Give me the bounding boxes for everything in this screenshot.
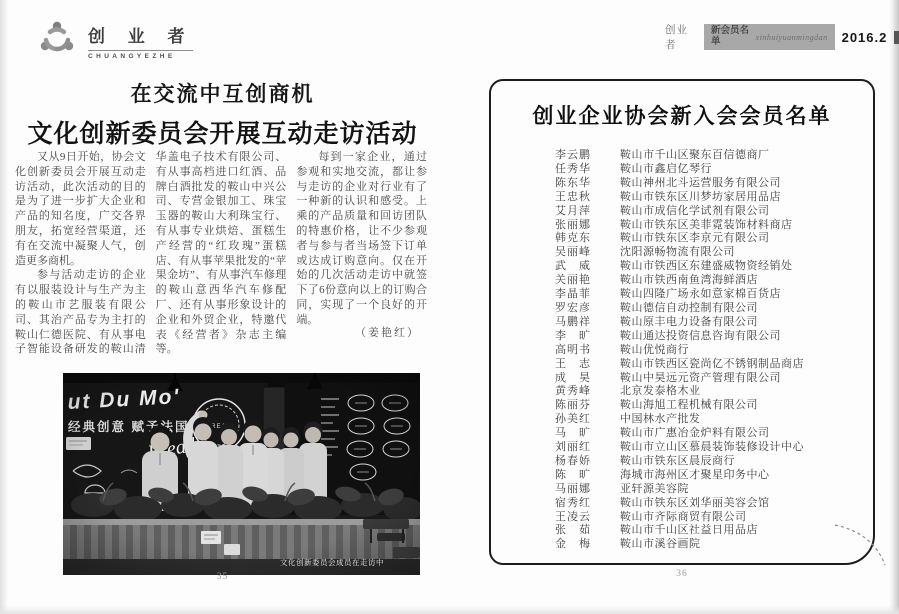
member-name: 陈 旷 xyxy=(555,468,591,481)
member-row xyxy=(555,205,865,219)
member-company: 中国林水产批发 xyxy=(620,413,701,426)
member-name: 陈丽芬 xyxy=(555,399,591,412)
member-company: 鞍山市铁东区美菲霓装饰材料商店 xyxy=(620,218,793,231)
header-section-pinyin: xinhuiyuanmingdan xyxy=(755,32,828,42)
member-name: 张 茹 xyxy=(555,524,591,537)
member-row xyxy=(555,358,865,372)
member-company: 鞍山通达投资信息咨询有限公司 xyxy=(620,329,781,342)
member-company: 亚轩源美容院 xyxy=(620,482,689,495)
member-name: 王凌云 xyxy=(555,510,591,523)
member-list-box xyxy=(489,79,875,565)
member-row xyxy=(555,191,865,205)
member-row xyxy=(555,497,865,511)
member-company: 鞍山原丰电力设备有限公司 xyxy=(620,315,758,328)
member-company: 鞍山市铁东区晨辰商行 xyxy=(620,454,735,467)
member-company: 鞍山海旭工程机械有限公司 xyxy=(620,399,758,412)
member-row xyxy=(555,455,865,469)
member-name: 关丽艳 xyxy=(555,274,591,287)
header-section-tag xyxy=(704,24,835,50)
member-name: 李云鹏 xyxy=(555,149,591,161)
member-name: 艾月萍 xyxy=(555,204,591,217)
member-name: 罗宏彦 xyxy=(555,301,591,314)
member-row xyxy=(555,163,865,177)
article-photo xyxy=(63,373,420,575)
member-name: 马丽娜 xyxy=(555,482,591,495)
running-header xyxy=(665,25,899,51)
magazine-title-pinyin: CHUANGYEZHE xyxy=(88,50,193,60)
member-company: 鞍山市广惠冶金炉料有限公司 xyxy=(620,427,770,440)
member-company: 鞍山市铁东区李京元有限公司 xyxy=(620,232,770,245)
member-row xyxy=(555,316,865,330)
member-row xyxy=(555,399,865,413)
member-name: 高明书 xyxy=(555,343,591,356)
member-row xyxy=(555,538,865,552)
member-company: 鞍山市铁西区瓷尚亿不锈钢制品商店 xyxy=(620,357,804,370)
member-company: 鞍山市齐际商贸有限公司 xyxy=(620,510,747,523)
member-row xyxy=(555,246,865,260)
member-row xyxy=(555,483,865,497)
header-section-name: 新会员名单 xyxy=(711,26,750,47)
scan-edge-left xyxy=(0,0,8,614)
member-company: 鞍山四隆广场永如意家棉百货店 xyxy=(620,288,781,301)
masthead xyxy=(36,16,193,60)
member-row xyxy=(555,177,865,191)
member-name: 王忠秋 xyxy=(555,190,591,203)
member-row xyxy=(555,511,865,525)
member-name: 马鹏祥 xyxy=(555,315,591,328)
member-row xyxy=(555,232,865,246)
member-company: 鞍山市铁西南鱼湾海鲜酒店 xyxy=(620,274,758,287)
scan-edge-bottom xyxy=(0,606,899,614)
member-company: 鞍山神州北斗运营服务有限公司 xyxy=(620,176,781,189)
member-name: 李晶菲 xyxy=(555,288,591,301)
article-paragraph: 参与活动走访的企业有以服装设计与生产为主的鞍山市艺服装有限公司、其治产品专为主打的鞍山仁德医院、有从事电子智能设备研发的鞍山清华盖电子技术有限公司、有从事高档进口红酒、品牌白酒批发的鞍山中兴公司、专营金银加工、珠宝玉器的鞍山大利珠宝行、有从事专业烘焙、蛋糕生产经营的“红玫瑰”蛋糕店、有从事苹果批发的“苹果金坊”、有从事汽车修理的鞍山意西华汽车修配厂、还有从事形象设计的企业和外贸企业，特邀代表《经营者》杂志主编等。 xyxy=(15,151,287,356)
member-row xyxy=(555,219,865,233)
article-subtitle: 在交流中互创商机 xyxy=(130,83,315,106)
page-number-left: 35 xyxy=(216,572,229,582)
member-company: 鞍山市铁东区刘华丽美容会馆 xyxy=(620,496,770,509)
photo-caption: 文化创新委员会成员在走访中 xyxy=(280,558,384,567)
member-company: 鞍山优悦商行 xyxy=(620,343,689,356)
member-row xyxy=(555,260,865,274)
member-row xyxy=(555,427,865,441)
member-company: 鞍山市立山区慕晨装饰装修设计中心 xyxy=(620,441,804,454)
member-name: 马 旷 xyxy=(555,427,591,440)
member-row xyxy=(555,372,865,386)
page-number-right: 36 xyxy=(676,569,688,579)
member-row xyxy=(555,302,865,316)
member-name: 韩克东 xyxy=(555,232,591,245)
member-company: 鞍山中昊远元资产管理有限公司 xyxy=(620,371,781,384)
article-paragraph: 又从9日开始，协会文化创新委员会开展互动走访活动，此次活动的目的是为了进一步扩大企业和产品的知名度，广交各界朋友，拓宽经营渠道，还有在交流中凝聚人气，创造更多商机。 xyxy=(15,151,146,267)
member-company: 鞍山市鑫启亿琴行 xyxy=(620,162,712,175)
member-row xyxy=(555,330,865,344)
member-company: 鞍山市铁西区东建盛威物资经销处 xyxy=(620,260,793,273)
member-company: 鞍山市铁东区川梦坊家居用品店 xyxy=(620,190,781,203)
member-list xyxy=(555,149,865,552)
member-company: 鞍山德信自动控制有限公司 xyxy=(620,301,758,314)
member-name: 金 梅 xyxy=(555,538,591,551)
member-name: 武 威 xyxy=(555,260,591,273)
member-row xyxy=(555,274,865,288)
member-row xyxy=(555,441,865,455)
masthead-texts xyxy=(88,16,193,60)
member-row xyxy=(555,385,865,399)
member-name: 吴丽峰 xyxy=(555,246,591,259)
left-page xyxy=(15,78,430,582)
header-magazine-name: 创业者 xyxy=(665,25,688,51)
right-page xyxy=(489,79,875,579)
member-company: 鞍山市千山区社益日用品店 xyxy=(620,524,758,537)
header-issue-date: 2016.2 xyxy=(841,29,888,45)
member-name: 黄秀峰 xyxy=(555,385,591,398)
member-company: 鞍山市千山区聚东百信德商厂 xyxy=(620,149,770,161)
member-row xyxy=(555,149,865,163)
member-row xyxy=(555,288,865,302)
header-bar xyxy=(894,31,899,44)
member-company: 北京发泰格木业 xyxy=(620,385,701,398)
article-title: 文化创新委员会开展互动走访活动 xyxy=(27,120,418,148)
member-row xyxy=(555,524,865,538)
magazine-title: 创 业 者 xyxy=(88,27,194,46)
member-list-title: 创业企业协会新入会会员名单 xyxy=(532,105,832,128)
member-name: 成 昊 xyxy=(555,371,591,384)
member-name: 陈东华 xyxy=(555,176,591,189)
article-byline: （姜艳红） xyxy=(355,327,420,339)
member-company: 海城市海州区才聚星印务中心 xyxy=(620,468,770,481)
member-name: 杨春娇 xyxy=(555,454,591,467)
magazine-logo-icon xyxy=(36,16,78,58)
member-company: 鞍山市成信化学试剂有限公司 xyxy=(620,204,770,217)
member-name: 张丽娜 xyxy=(555,218,591,231)
member-row xyxy=(555,344,865,358)
member-name: 刘丽红 xyxy=(555,441,591,454)
member-company: 沈阳源畅物流有限公司 xyxy=(620,246,735,259)
member-name: 宿秀红 xyxy=(555,496,591,509)
member-row xyxy=(555,469,865,483)
member-name: 孙美红 xyxy=(555,413,591,426)
member-row xyxy=(555,413,865,427)
member-name: 李 旷 xyxy=(555,329,591,342)
corner-flourish-icon xyxy=(833,517,895,569)
article-paragraph: 每到一家企业，通过参观和实地交流，都让参与走访的企业对行业有了一种新的认识和感受。上乘的产品质量和回访团队的特惠价格，让不少参观者与参与者当场签下订单或达成订购意向。仅在开始的几次活动走访中就签下了6份意向以上的订购合同，实现了一个良好的开端。 xyxy=(296,151,427,326)
member-company: 鞍山市溪谷画院 xyxy=(620,538,701,551)
member-name: 任秀华 xyxy=(555,162,591,175)
member-name: 王 志 xyxy=(555,357,591,370)
